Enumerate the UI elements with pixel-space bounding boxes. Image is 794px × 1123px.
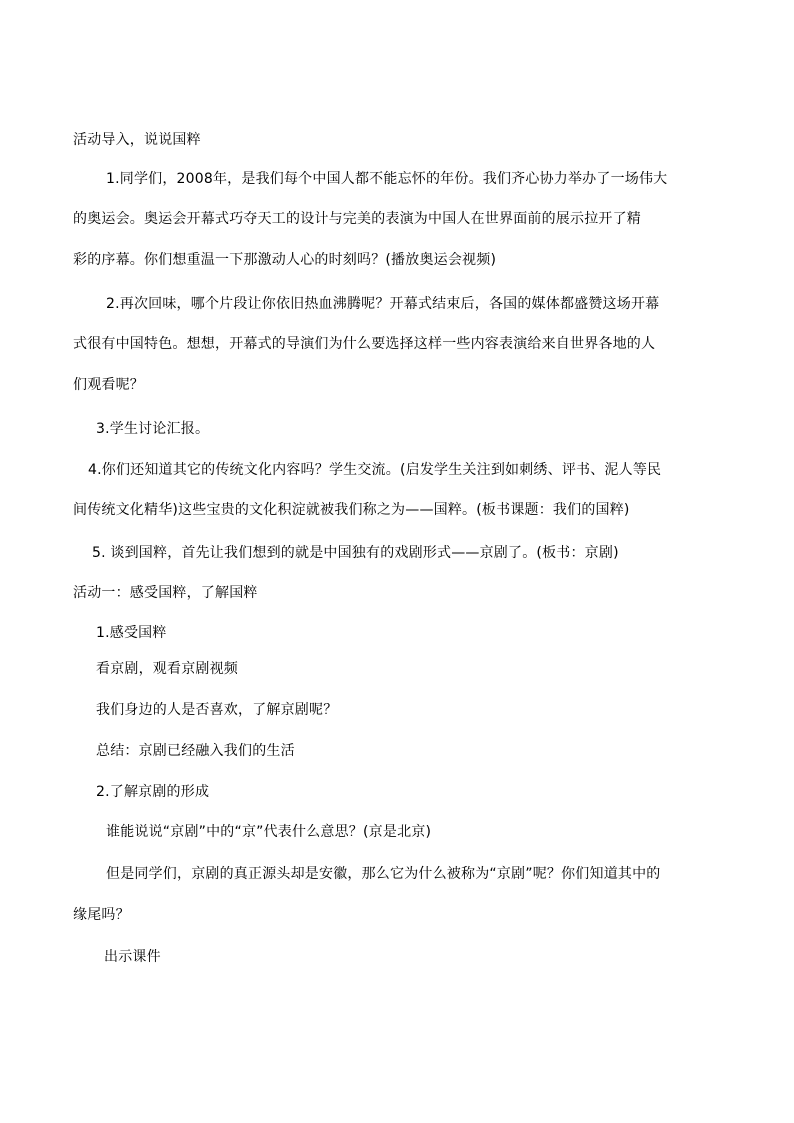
paragraph-5: 5. 谈到国粹，首先让我们想到的就是中国独有的戏剧形式——京剧了。(板书：京剧): [92, 545, 619, 561]
paragraph-1-line-2: 的奥运会。奥运会开幕式巧夺天工的设计与完美的表演为中国人在世界面前的展示拉开了精: [73, 211, 641, 227]
paragraph-1-line-3: 彩的序幕。你们想重温一下那激动人心的时刻吗？(播放奥运会视频): [73, 252, 497, 268]
subsection-2-paragraph-line-1: 但是同学们，京剧的真正源头却是安徽，那么它为什么被称为“京剧”呢？你们知道其中的: [106, 866, 661, 882]
subsection-2-line-1: 谁能说说“京剧”中的“京”代表什么意思？(京是北京): [106, 824, 432, 840]
paragraph-2-line-1: 2.再次回味，哪个片段让你依旧热血沸腾呢？开幕式结束后，各国的媒体都盛赞这场开幕: [106, 296, 660, 312]
paragraph-3: 3.学生讨论汇报。: [96, 421, 210, 437]
paragraph-4-line-1: 4.你们还知道其它的传统文化内容吗？学生交流。(启发学生关注到如刺绣、评书、泥人等民: [88, 462, 662, 478]
heading-intro: 活动导入，说说国粹: [73, 132, 201, 148]
subsection-1-line-1: 看京剧，观看京剧视频: [96, 661, 238, 677]
subsection-2-paragraph-line-2: 缘尾吗？: [73, 907, 130, 923]
paragraph-2-line-2: 式很有中国特色。想想，开幕式的导演们为什么要选择这样一些内容表演给来自世界各地的人: [73, 336, 656, 352]
paragraph-4-line-2: 间传统文化精华)这些宝贵的文化积淀就被我们称之为——国粹。(板书课题：我们的国粹): [73, 502, 630, 518]
paragraph-1-line-1: 1.同学们，2008年，是我们每个中国人都不能忘怀的年份。我们齐心协力举办了一场伟大: [106, 171, 668, 187]
subsection-1-line-3: 总结：京剧已经融入我们的生活: [96, 743, 295, 759]
paragraph-2-line-3: 们观看呢？: [73, 377, 144, 393]
subsection-2-line-3: 出示课件: [104, 949, 161, 965]
heading-activity-1: 活动一：感受国粹，了解国粹: [73, 585, 258, 601]
subsection-1-title: 1.感受国粹: [96, 625, 167, 641]
subsection-2-title: 2.了解京剧的形成: [96, 784, 210, 800]
subsection-1-line-2: 我们身边的人是否喜欢，了解京剧呢？: [96, 702, 338, 718]
